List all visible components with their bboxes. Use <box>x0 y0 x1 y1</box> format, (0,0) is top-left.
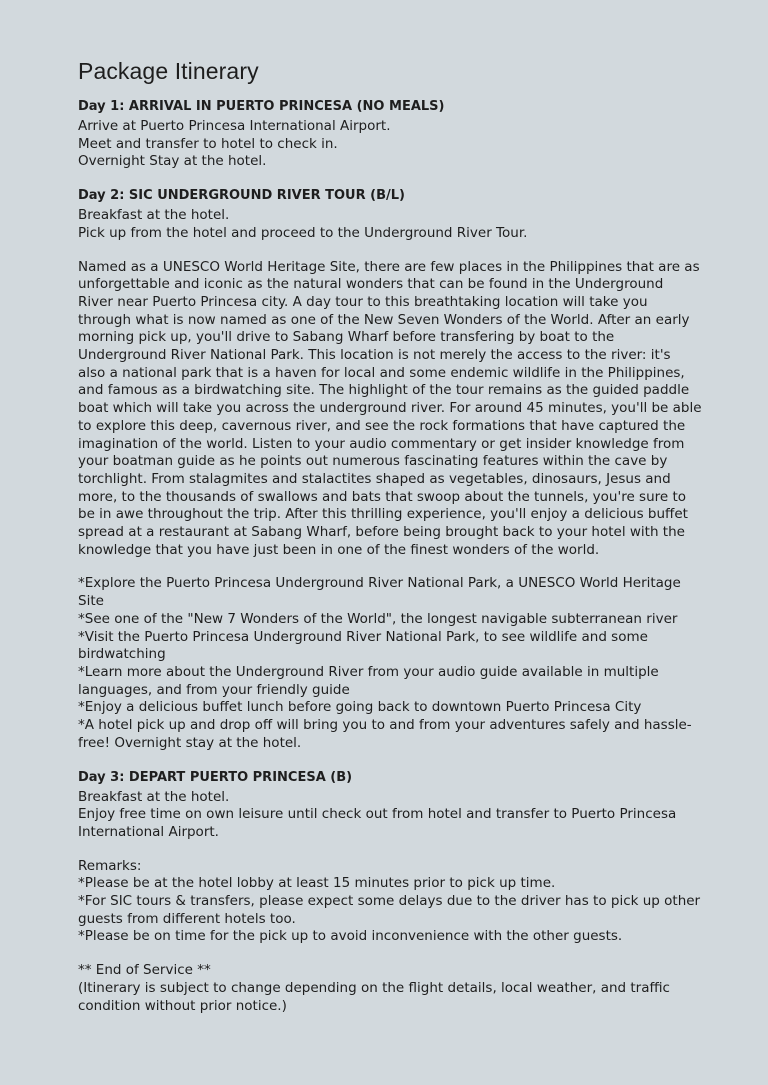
itinerary-document <box>78 56 702 1031</box>
highlight-item: *A hotel pick up and drop off will bring you to and from your adventures safely and hassle-free! Overnight stay at the hotel. <box>78 717 692 751</box>
remark-item: *Please be at the hotel lobby at least 15 minutes prior to pick up time. <box>78 875 556 892</box>
highlight-item: *See one of the "New 7 Wonders of the World", the longest navigable subterranean river <box>78 610 678 627</box>
remark-item: *For SIC tours & transfers, please expect some delays due to the driver has to pick up other guests from different hotels too. <box>78 893 701 927</box>
highlight-item: *Learn more about the Underground River from your audio guide available in multiple languages, and from your friendly guide <box>78 663 659 698</box>
remarks-heading: Remarks: <box>78 857 142 874</box>
highlight-item: *Explore the Puerto Princesa Underground River National Park, a UNESCO World Heritage Site <box>78 575 681 610</box>
page-title: Package Itinerary <box>78 58 259 84</box>
day-2-highlights <box>78 575 702 752</box>
day-2-line: Pick up from the hotel and proceed to the Underground River Tour. <box>78 224 528 241</box>
end-of-service-label: ** End of Service ** <box>78 962 211 979</box>
remark-item: *Please be on time for the pick up to avoid inconvenience with the other guests. <box>78 928 623 945</box>
day-1-heading: Day 1: ARRIVAL IN PUERTO PRINCESA (NO MEALS) <box>78 99 445 114</box>
day-3-line: Enjoy free time on own leisure until check out from hotel and transfer to Puerto Princesa International Airport. <box>78 806 677 840</box>
day-3-section <box>78 769 702 842</box>
day-1-line: Overnight Stay at the hotel. <box>78 153 267 170</box>
highlight-item: *Visit the Puerto Princesa Underground River National Park, to see wildlife and some birdwatching <box>78 628 648 663</box>
day-1-section <box>78 98 702 171</box>
disclaimer-note: (Itinerary is subject to change depending on the flight details, local weather, and traffic condition without prior notice.) <box>78 979 670 1014</box>
day-3-line: Breakfast at the hotel. <box>78 788 230 805</box>
end-of-service-section <box>78 962 702 1015</box>
day-2-heading: Day 2: SIC UNDERGROUND RIVER TOUR (B/L) <box>78 188 405 204</box>
day-2-line: Breakfast at the hotel. <box>78 207 230 224</box>
day-1-line: Arrive at Puerto Princesa International Airport. <box>78 118 391 134</box>
day-2-description: Named as a UNESCO World Heritage Site, there are few places in the Philippines that are as unforgettable and iconic as the natural wonders that can be found in the Underground River near Puerto Princesa city. A day tour to this breathtaking location will take you through what is now named as one of the New Seven Wonders of the World. After an early morning pick up, you'll drive to Sabang Wharf before transfering by boat to the Underground River National Park. This location is not merely the access to the river: it's also a national park that is a haven for local and some endemic wildlife in the Philippines, and famous as a birdwatching site. The highlight of the tour remains as the guided paddle boat which will take you across the underground river. For around 45 minutes, you'll be able to explore this deep, cavernous river, and see the rock formations that have captured the imagination of the world. Listen to your audio commentary or get insider knowledge from your boatman guide as he points out numerous fascinating features within the cave by torchlight. From stalagmites and stalactites shaped as vegetables, dinosaurs, Jesus and more, to the thousands of swallows and bats that swoop about the tunnels, you're sure to be in awe throughout the trip. After this thrilling experience, you'll enjoy a delicious buffet spread at a restaurant at Sabang Wharf, before being brought back to your hotel with the knowledge that you have just been in one of the finest wonders of the world. <box>78 258 702 558</box>
remarks-section <box>78 858 702 947</box>
day-3-heading: Day 3: DEPART PUERTO PRINCESA (B) <box>78 769 353 785</box>
day-1-line: Meet and transfer to hotel to check in. <box>78 135 338 152</box>
highlight-item: *Enjoy a delicious buffet lunch before going back to downtown Puerto Princesa City <box>78 699 642 716</box>
day-2-section <box>78 187 702 242</box>
